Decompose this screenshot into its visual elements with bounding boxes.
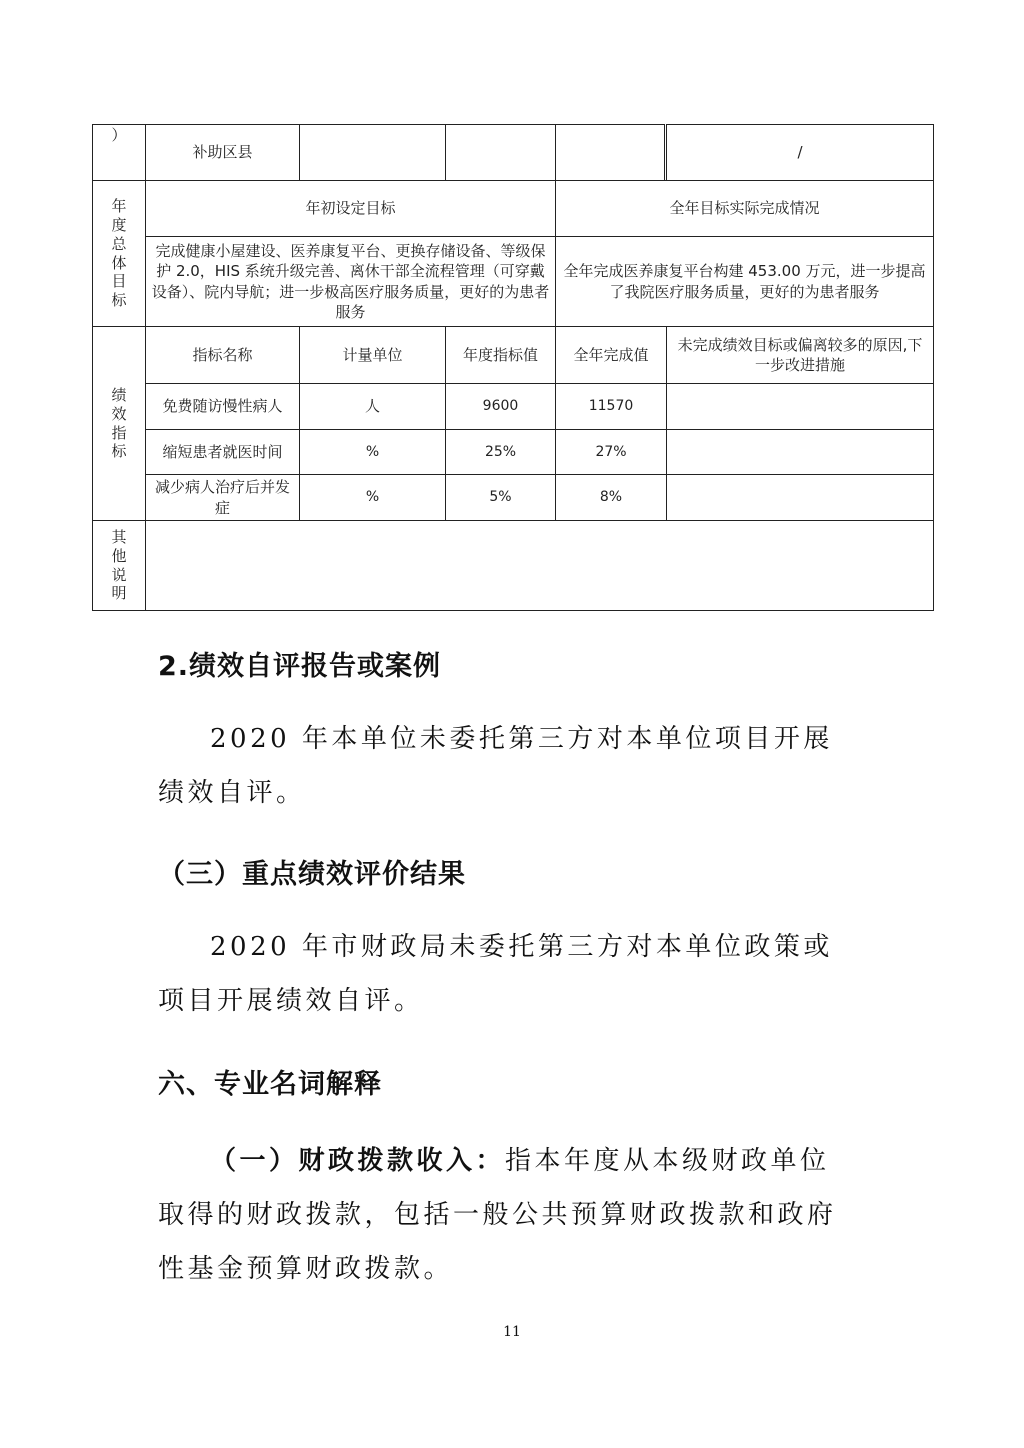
page-number: 11	[503, 1324, 521, 1340]
side-char: 效	[111, 404, 127, 423]
side-char: 年	[111, 197, 127, 216]
indicator-unit: %	[300, 475, 446, 521]
indicator-actual: 8%	[556, 475, 667, 521]
term-definition: 指本年度从本级财政单位取得的财政拨款，包括一般公共预算财政拨款和政府性基金预算财政拨款。	[158, 1146, 837, 1284]
indicator-unit: %	[300, 430, 446, 475]
side-char: 指	[111, 423, 127, 442]
table-row	[93, 475, 934, 521]
goal-body-row	[93, 237, 934, 327]
other-side-label	[93, 521, 146, 611]
empty-cell	[446, 125, 556, 181]
body-paragraph: 2020 年本单位未委托第三方对本单位项目开展绩效自评。	[158, 724, 833, 808]
indicator-reason	[667, 430, 934, 475]
side-char: 他	[111, 546, 127, 565]
indicator-name: 免费随访慢性病人	[146, 384, 300, 430]
section-heading: （三）重点绩效评价结果	[158, 859, 466, 890]
side-char: 总	[111, 234, 127, 253]
indicator-target: 25%	[446, 430, 556, 475]
side-char: 度	[111, 216, 127, 234]
slash-cell: /	[667, 125, 934, 181]
section-heading: 六、专业名词解释	[158, 1069, 382, 1100]
subsidy-row	[93, 125, 934, 181]
col-header-reason: 未完成绩效目标或偏离较多的原因,下一步改进措施	[667, 327, 934, 384]
table-row	[93, 430, 934, 475]
other-notes-row	[93, 521, 934, 611]
subsidy-label: 补助区县	[146, 125, 300, 181]
col-header-actual: 全年完成值	[556, 327, 667, 384]
indicator-target: 9600	[446, 384, 556, 430]
side-char: 目	[111, 272, 127, 291]
initial-goal-header: 年初设定目标	[146, 181, 556, 237]
empty-cell	[300, 125, 446, 181]
indicator-reason	[667, 384, 934, 430]
body-paragraph: 2020 年市财政局未委托第三方对本单位政策或项目开展绩效自评。	[158, 932, 833, 1016]
performance-table	[92, 124, 934, 611]
indicator-name: 减少病人治疗后并发症	[146, 475, 300, 521]
definition-paragraph	[158, 1134, 858, 1296]
actual-completion-header: 全年目标实际完成情况	[556, 181, 934, 237]
indicator-actual: 27%	[556, 430, 667, 475]
side-char: 说	[111, 565, 127, 584]
indicator-actual: 11570	[556, 384, 667, 430]
side-char: 标	[111, 442, 127, 461]
goal-header-row	[93, 181, 934, 237]
side-char: 标	[111, 291, 127, 309]
indicator-unit: 人	[300, 384, 446, 430]
other-notes-content	[146, 521, 934, 611]
perf-side-label	[93, 327, 146, 521]
section-heading: 2.绩效自评报告或案例	[158, 651, 442, 682]
actual-completion-text: 全年完成医养康复平台构建 453.00 万元，进一步提高了我院医疗服务质量，更好的为患者服务	[556, 237, 934, 327]
side-char: 其	[111, 528, 127, 546]
indicator-target: 5%	[446, 475, 556, 521]
side-char: 绩	[111, 386, 127, 404]
initial-goal-text: 完成健康小屋建设、医养康复平台、更换存储设备、等级保护 2.0，HIS 系统升级完善、离休干部全流程管理（可穿戴设备）、院内导航；进一步极高医疗服务质量，更好的为患者服务	[146, 237, 556, 327]
paren-cell: ）	[93, 125, 146, 181]
term-label: （一）财政拨款收入：	[210, 1146, 506, 1176]
indicator-reason	[667, 475, 934, 521]
col-header-indicator: 指标名称	[146, 327, 300, 384]
perf-header-row	[93, 327, 934, 384]
side-char: 体	[111, 253, 127, 272]
col-header-unit: 计量单位	[300, 327, 446, 384]
side-char: 明	[111, 584, 127, 603]
goal-side-label	[93, 181, 146, 327]
indicator-name: 缩短患者就医时间	[146, 430, 300, 475]
table-row	[93, 384, 934, 430]
col-header-target: 年度指标值	[446, 327, 556, 384]
empty-cell	[556, 125, 665, 181]
